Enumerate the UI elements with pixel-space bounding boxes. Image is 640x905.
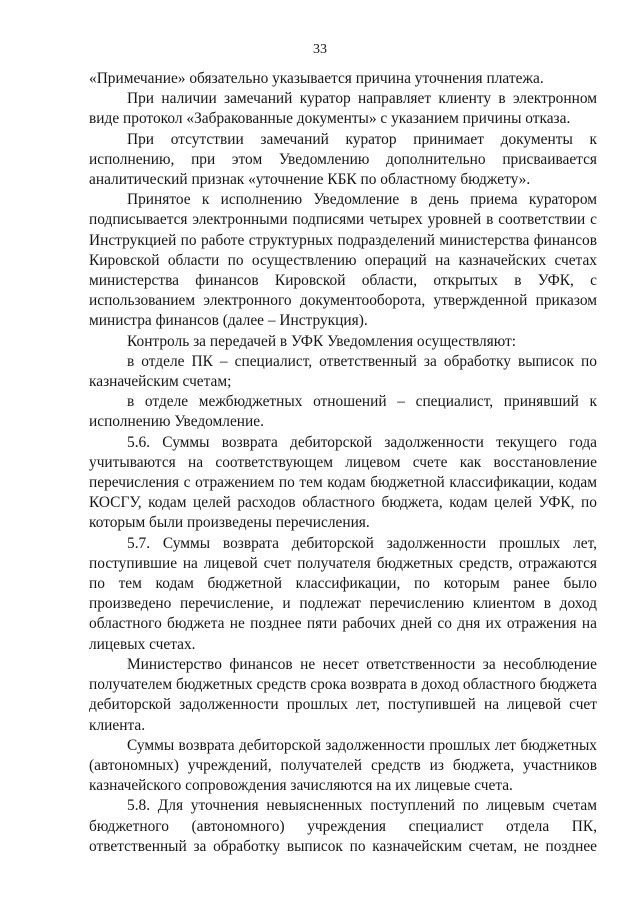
paragraph-ministry-responsibility: Министерство финансов не несет ответственности за несоблюдение получателем бюджетных средств срока возврата в доход областного бюджета дебиторской задолженности прошлых лет, поступившей на лицевой счет клиента.	[89, 655, 597, 734]
paragraph-institution-refunds: Суммы возврата дебиторской задолженности прошлых лет бюджетных (автономных) учреждений, получателей средств из бюджета, участников казначейского сопровождения зачисляются на их лицевые счета.	[89, 736, 597, 795]
paragraph-5-7: 5.7. Суммы возврата дебиторской задолженности прошлых лет, поступившие на лицевой счет получателя бюджетных средств, отражаются по тем кодам бюджетной классификации, по которым ранее было произведено перечисление, и подлежат перечислению клиентом в доход областного бюджета не позднее пяти рабочих дней со дня их отражения на лицевых счетах.	[89, 534, 597, 653]
page-number: 33	[313, 42, 327, 57]
paragraph-note-continuation: «Примечание» обязательно указывается причина уточнения платежа.	[89, 70, 544, 87]
paragraph-remarks-protocol: При наличии замечаний куратор направляет клиенту в электронном виде протокол «Забракованные документы» с указанием причины отказа.	[89, 90, 597, 128]
paragraph-no-remarks: При отсутствии замечаний куратор принимает документы к исполнению, при этом Уведомлению дополнительно присваивается аналитический признак «уточнение КБК по областному бюджету».	[89, 130, 597, 189]
paragraph-transfer-control: Контроль за передачей в УФК Уведомления осуществляют:	[127, 332, 517, 350]
document-body	[89, 69, 597, 857]
paragraph-signature-levels: Принятое к исполнению Уведомление в день приема куратором подписывается электронными подписями четырех уровней в соответствии с Инструкцией по работе структурных подразделений министерства финансов Кировской области по осуществлению операций на казначейских счетах министерства финансов Кировской области, открытых в УФК, с использованием электронного документооборота, утвержденной приказом министра финансов (далее – Инструкция).	[89, 191, 597, 330]
paragraph-pk-department: в отделе ПК – специалист, ответственный за обработку выписок по казначейским счетам;	[89, 352, 597, 391]
paragraph-interbudget-department: в отделе межбюджетных отношений – специалист, принявший к исполнению Уведомление.	[89, 393, 597, 431]
paragraph-5-6: 5.6. Суммы возврата дебиторской задолженности текущего года учитываются на соответствующем лицевом счете как восстановление перечисления с отражением по тем кодам бюджетной классификации, кодам КОСГУ, кодам целей расходов областного бюджета, кодам целей УФК, по которым были произведены перечисления.	[89, 433, 597, 532]
paragraph-5-8: 5.8. Для уточнения невыясненных поступлений по лицевым счетам бюджетного (автономного) учреждения специалист отдела ПК, ответственный за обработку выписок по казначейским счетам, не позднее	[89, 797, 597, 855]
